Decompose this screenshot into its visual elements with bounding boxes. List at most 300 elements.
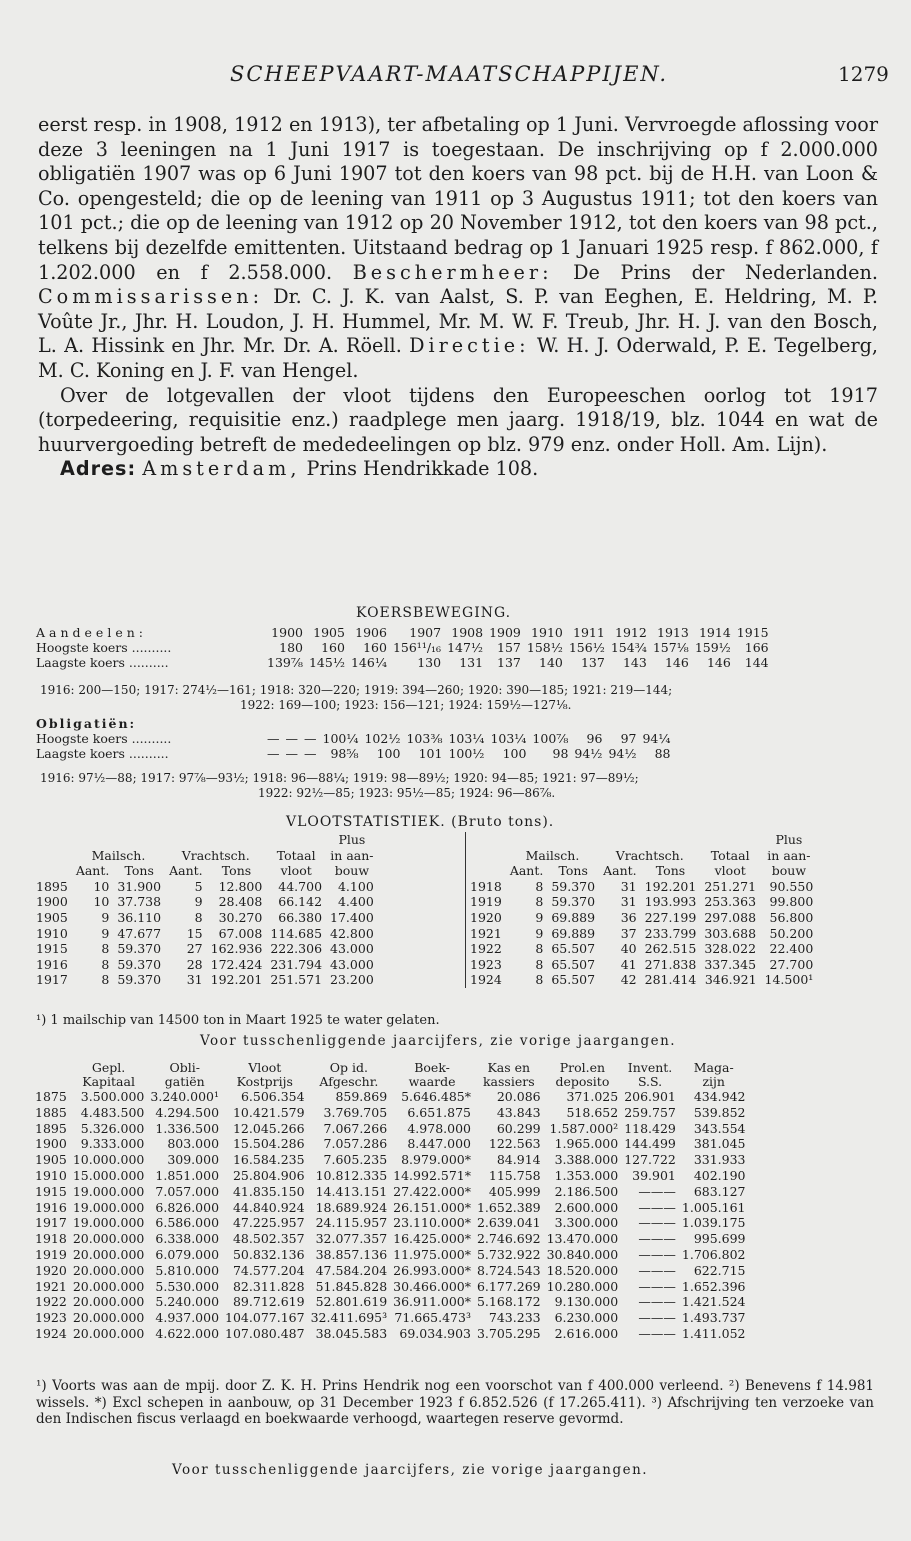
vloot-cell: 222.306 xyxy=(270,941,323,957)
commissarissen-text: Dr. C. J. K. van Aalst, S. P. van Eeghen, E. Heldring, M. P. Voûte Jr., Jhr. H. Loudon, J. H. Hummel, Mr. M. W. F. Treub, Jhr. H. J. van den Bosch, L. A. Hissink en Jhr. Mr. Dr. A. Röell. xyxy=(38,285,878,358)
fin-cell: 48.502.357 xyxy=(232,1231,305,1247)
fin-cell: 50.832.136 xyxy=(232,1246,305,1262)
fin-cell: 30.840.000 xyxy=(546,1246,619,1262)
cell: 103¼ xyxy=(448,731,485,746)
fin-cell: 14.413.151 xyxy=(315,1183,388,1199)
note-mid: Voor tusschenliggende jaarcijfers, zie vorige jaargangen. xyxy=(200,1033,677,1049)
vloot-cell: 59.370 xyxy=(551,878,596,894)
fin-cell: 8.447.000 xyxy=(407,1136,471,1152)
fin-cell: 5.732.922 xyxy=(476,1246,541,1262)
fin-cell: 7.057.286 xyxy=(323,1136,388,1152)
fin-cell: 18.520.000 xyxy=(546,1262,619,1278)
fin-row xyxy=(32,1105,749,1121)
fin-cell: 12.045.266 xyxy=(232,1120,305,1136)
fin-cell: 9.130.000 xyxy=(554,1294,619,1310)
fin-cell: 6.230.000 xyxy=(554,1310,619,1326)
fin-cell: 11.975.000* xyxy=(393,1246,471,1262)
vloot-cell: 1918 xyxy=(470,878,502,894)
fin-cell: 20.000.000 xyxy=(72,1231,145,1247)
vloot-cell: 4.100 xyxy=(337,878,374,894)
vloot-cell: 50.200 xyxy=(769,925,814,941)
commissarissen-label: Commissarissen: xyxy=(38,285,264,309)
cell: 140 xyxy=(539,655,563,670)
fin-cell: 6.338.000 xyxy=(155,1231,220,1247)
fin-row xyxy=(32,1247,749,1263)
vloot-cell: 162.936 xyxy=(210,941,263,957)
vloot-cell: 67.008 xyxy=(218,925,263,941)
fin-header: Afgeschr. xyxy=(319,1074,379,1089)
fin-cell: ——— xyxy=(638,1215,676,1231)
vloot-row xyxy=(466,910,818,926)
fin-header: waarde xyxy=(408,1074,456,1089)
koers-range-line-2: 1922: 169—100; 1923: 156—121; 1924: 159½—127⅛. xyxy=(240,698,572,712)
vloot-cell: 8 xyxy=(535,878,544,894)
vloot-cell: 65.507 xyxy=(551,972,596,988)
vloot-row xyxy=(32,957,378,973)
vloot-cell: 65.507 xyxy=(551,941,596,957)
fin-cell: ——— xyxy=(638,1278,676,1294)
fin-header: gatiën xyxy=(164,1074,205,1089)
cell: 137 xyxy=(580,655,605,670)
fin-cell: 402.190 xyxy=(693,1167,746,1183)
fin-cell: 1916 xyxy=(35,1199,67,1215)
fin-cell: 74.577.204 xyxy=(232,1262,305,1278)
vloot-cell: 172.424 xyxy=(210,956,263,972)
vloot-cell: 40 xyxy=(620,941,637,957)
fin-cell: ——— xyxy=(638,1262,676,1278)
beschermheer-label: Beschermheer: xyxy=(352,260,553,284)
vloot-cell: 8 xyxy=(535,956,544,972)
vloot-cell: 17.400 xyxy=(330,909,374,925)
vloot-cell: 5 xyxy=(194,878,203,894)
vloot-cell: 41 xyxy=(620,956,637,972)
vloot-cell: 328.022 xyxy=(704,941,757,957)
cell: 1914 xyxy=(698,625,731,640)
fin-cell: 7.605.235 xyxy=(323,1152,388,1168)
fin-cell: 7.057.000 xyxy=(155,1183,220,1199)
vloot-cell: 8 xyxy=(535,972,544,988)
fin-cell: 1921 xyxy=(35,1278,67,1294)
fin-cell: 3.769.705 xyxy=(323,1104,388,1120)
vloot-row xyxy=(466,879,818,895)
fin-cell: ——— xyxy=(638,1246,676,1262)
row-label: Hoogste koers .......... xyxy=(36,731,172,746)
fin-cell: 6.177.269 xyxy=(476,1278,541,1294)
fin-cell: 104.077.167 xyxy=(225,1310,305,1326)
vloot-cell: 192.201 xyxy=(210,972,263,988)
vloot-cell: 22.400 xyxy=(769,941,814,957)
fin-cell: 343.554 xyxy=(693,1120,746,1136)
vloot-cell: 66.380 xyxy=(278,909,323,925)
cell: 158½ xyxy=(526,640,563,655)
cell: 102½ xyxy=(364,731,401,746)
fin-row xyxy=(32,1184,749,1200)
vloot-cell: 27 xyxy=(186,941,203,957)
fin-cell: 5.646.485* xyxy=(401,1089,471,1104)
fin-cell: 4.294.500 xyxy=(155,1104,220,1120)
fin-header: zijn xyxy=(702,1074,725,1089)
vloot-cell: 65.507 xyxy=(551,956,596,972)
fin-row xyxy=(32,1152,749,1168)
vloot-cell: 1922 xyxy=(470,941,502,957)
vloot-cell: 1917 xyxy=(36,972,68,988)
fin-row xyxy=(32,1121,749,1137)
vloot-cell: 28 xyxy=(186,956,203,972)
vloot-cell: 15 xyxy=(186,925,203,941)
cell: 159½ xyxy=(694,640,731,655)
vloot-cell: 42.800 xyxy=(330,925,374,941)
fin-cell: 47.225.957 xyxy=(232,1215,305,1231)
cell: 156½ xyxy=(568,640,605,655)
vloot-title: VLOOTSTATISTIEK. (Bruto tons). xyxy=(286,814,555,830)
paragraph-loans xyxy=(38,113,878,384)
fin-cell: 43.843 xyxy=(496,1104,541,1120)
vloot-cell: 8 xyxy=(101,956,110,972)
fin-cell: 44.840.924 xyxy=(232,1199,305,1215)
fin-cell: 71.665.473³ xyxy=(394,1310,471,1326)
fin-cell: 16.584.235 xyxy=(232,1152,305,1168)
fin-row xyxy=(32,1215,749,1231)
vloot-row xyxy=(466,926,818,942)
fin-cell: 1.706.802 xyxy=(681,1246,746,1262)
fin-cell: 995.699 xyxy=(693,1231,746,1247)
cell: 139⅞ xyxy=(267,655,303,670)
vloot-row xyxy=(466,894,818,910)
note-bottom: Voor tusschenliggende jaarcijfers, zie vorige jaargangen. xyxy=(172,1462,649,1478)
fin-cell: 20.000.000 xyxy=(72,1278,145,1294)
cell: 88 xyxy=(654,746,671,761)
fin-cell: 2.639.041 xyxy=(476,1215,541,1231)
fin-header: Invent. xyxy=(627,1060,673,1075)
fin-cell: 32.411.695³ xyxy=(310,1310,388,1326)
vloot-cell: 31 xyxy=(186,972,203,988)
fin-cell: 4.483.500 xyxy=(80,1104,145,1120)
fin-row xyxy=(32,1310,749,1326)
fin-cell: 15.504.286 xyxy=(232,1136,305,1152)
fin-cell: 3.240.000¹ xyxy=(150,1089,220,1104)
fin-cell: 10.812.335 xyxy=(315,1167,388,1183)
vloot-cell: 44.700 xyxy=(278,878,323,894)
vloot-cell: 10 xyxy=(93,878,110,894)
cell: 96 xyxy=(586,731,603,746)
fin-cell: 1875 xyxy=(35,1089,67,1104)
fin-cell: 23.110.000* xyxy=(393,1215,471,1231)
row-label: Laagste koers .......... xyxy=(36,746,169,761)
fin-cell: 2.616.000 xyxy=(554,1325,619,1341)
vloot-cell: 43.000 xyxy=(330,941,374,957)
cell: 1908 xyxy=(451,625,484,640)
vloot-cell: 69.889 xyxy=(551,909,596,925)
vloot-cell: 90.550 xyxy=(769,878,814,894)
vloot-cell: 28.408 xyxy=(218,894,263,910)
fin-cell: 89.712.619 xyxy=(232,1294,305,1310)
directie-text: W. H. J. Oderwald, P. E. Tegelberg, M. C. Koning en J. F. van Hengel. xyxy=(38,334,878,382)
fin-cell: 13.470.000 xyxy=(546,1231,619,1247)
h-mailsch: Mailsch. xyxy=(525,847,580,863)
obligatien-label: Obligatiën: xyxy=(36,716,137,731)
fin-row xyxy=(32,1294,749,1310)
fin-cell: 47.584.204 xyxy=(315,1262,388,1278)
cell: 145½ xyxy=(308,655,345,670)
fin-cell: 4.978.000 xyxy=(407,1120,471,1136)
beschermheer-text: De Prins der Nederlanden. xyxy=(573,260,878,284)
cell: 154¾ xyxy=(610,640,647,655)
cell: 144 xyxy=(744,655,769,670)
vloot-cell: 37.738 xyxy=(117,894,162,910)
koersbeweging-title: KOERSBEWEGING. xyxy=(356,605,512,621)
fin-cell: 1.353.000 xyxy=(554,1167,619,1183)
fin-cell: 1.652.389 xyxy=(476,1199,541,1215)
fin-cell: 5.168.172 xyxy=(476,1294,541,1310)
fin-cell: 84.914 xyxy=(496,1152,541,1168)
fin-cell: 8.979.000* xyxy=(401,1152,471,1168)
fin-cell: 7.067.266 xyxy=(323,1120,388,1136)
vloot-cell: 9 xyxy=(101,909,110,925)
fin-cell: 8.724.543 xyxy=(476,1262,541,1278)
fin-row xyxy=(32,1089,749,1105)
vloot-row xyxy=(32,972,378,988)
vloot-cell: 253.363 xyxy=(704,894,757,910)
obl-range-line-2: 1922: 92½—85; 1923: 95½—85; 1924: 96—86⅞. xyxy=(258,786,556,800)
fin-cell: 3.500.000 xyxy=(80,1089,145,1104)
vloot-cell: 9 xyxy=(101,925,110,941)
cell: 1912 xyxy=(615,625,647,640)
vloot-cell: 1915 xyxy=(36,941,68,957)
vloot-footnote: ¹) 1 mailschip van 14500 ton in Maart 1925 te water gelaten. xyxy=(36,1013,440,1028)
fin-cell: 1900 xyxy=(35,1136,67,1152)
fin-cell: 26.993.000* xyxy=(393,1262,471,1278)
fin-cell: 331.933 xyxy=(693,1152,746,1168)
cell: 1900 xyxy=(271,625,303,640)
fin-cell: 405.999 xyxy=(488,1183,541,1199)
fin-cell: 107.080.487 xyxy=(225,1325,305,1341)
cell: 1907 xyxy=(409,625,442,640)
cell: 130 xyxy=(417,655,442,670)
fin-cell: 434.942 xyxy=(693,1089,746,1104)
vloot-cell: 31 xyxy=(620,878,637,894)
fin-cell: 118.429 xyxy=(624,1120,676,1136)
vloot-table-left xyxy=(32,832,378,988)
fin-header: Boek- xyxy=(414,1060,450,1075)
koers-range-line-1: 1916: 200—150; 1917: 274½—161; 1918: 320—220; 1919: 394—260; 1920: 390—185; 1921: 219—144; xyxy=(40,683,673,697)
fin-cell: ——— xyxy=(638,1294,676,1310)
cell: 1911 xyxy=(573,625,605,640)
fin-header: deposito xyxy=(555,1074,610,1089)
fin-cell: 2.600.000 xyxy=(554,1199,619,1215)
vloot-cell: 8 xyxy=(194,909,203,925)
fin-cell: 539.852 xyxy=(693,1104,746,1120)
vloot-cell: 193.993 xyxy=(644,894,697,910)
vloot-cell: 1910 xyxy=(36,925,68,941)
cell: — xyxy=(285,746,298,761)
vloot-cell: 66.142 xyxy=(278,894,323,910)
obl-range-line-1: 1916: 97½—88; 1917: 97⅞—93½; 1918: 96—88¼; 1919: 98—89½; 1920: 94—85; 1921: 97—89½; xyxy=(40,771,639,785)
cell: 166 xyxy=(744,640,769,655)
fin-cell: 20.000.000 xyxy=(72,1246,145,1262)
fin-header: Gepl. xyxy=(91,1060,126,1075)
fin-cell: ——— xyxy=(638,1325,676,1341)
vloot-cell: 31.900 xyxy=(117,878,162,894)
fin-cell: 122.563 xyxy=(488,1136,541,1152)
fin-cell: 52.801.619 xyxy=(315,1294,388,1310)
fin-cell: 60.299 xyxy=(496,1120,541,1136)
cell: 1915 xyxy=(736,625,769,640)
fin-cell: 206.901 xyxy=(624,1089,676,1104)
h-mailsch: Mailsch. xyxy=(91,847,146,863)
fin-row xyxy=(32,1168,749,1184)
fin-row xyxy=(32,1263,749,1279)
fin-cell: 1.411.052 xyxy=(681,1325,746,1341)
vloot-cell: 1921 xyxy=(470,925,502,941)
vloot-cell: 281.414 xyxy=(644,972,697,988)
cell: — xyxy=(304,746,317,761)
fin-cell: 1.336.500 xyxy=(155,1120,220,1136)
vloot-cell: 303.688 xyxy=(704,925,757,941)
cell: 94¼ xyxy=(642,731,671,746)
running-title: SCHEEPVAART-MAATSCHAPPIJEN. xyxy=(230,62,669,86)
fin-cell: 5.810.000 xyxy=(155,1262,220,1278)
footnotes xyxy=(36,1378,874,1428)
fin-cell: 69.034.903 xyxy=(399,1325,471,1341)
fin-cell: 1923 xyxy=(35,1310,67,1326)
vloot-cell: 337.345 xyxy=(704,956,757,972)
fin-cell: 10.280.000 xyxy=(546,1278,619,1294)
laagste-row xyxy=(36,655,769,670)
h-tons: Tons xyxy=(221,863,252,879)
adres-label: Adres: xyxy=(60,457,137,481)
fin-cell: 10.000.000 xyxy=(72,1152,145,1168)
fin-header: Kostprijs xyxy=(236,1074,293,1089)
cell: 97 xyxy=(620,731,637,746)
fin-row xyxy=(32,1279,749,1295)
fin-cell: 1918 xyxy=(35,1231,67,1247)
cell: 157 xyxy=(497,640,521,655)
vloot-row xyxy=(32,910,378,926)
fin-header: Prol.en xyxy=(559,1060,606,1075)
cell: 157⅛ xyxy=(652,640,689,655)
vloot-cell: 1924 xyxy=(470,972,502,988)
vloot-cell: 47.677 xyxy=(117,925,162,941)
fin-cell: 381.045 xyxy=(693,1136,746,1152)
fin-cell: 1.005.161 xyxy=(681,1199,746,1215)
years-row xyxy=(36,625,769,640)
fin-cell: 1915 xyxy=(35,1183,67,1199)
cell: 101 xyxy=(418,746,443,761)
fin-cell: 115.758 xyxy=(488,1167,541,1183)
vloot-cell: 10 xyxy=(93,894,110,910)
fin-cell: 19.000.000 xyxy=(72,1183,145,1199)
obligatien-table xyxy=(36,716,671,761)
vloot-cell: 9 xyxy=(194,894,203,910)
vloot-cell: 297.088 xyxy=(704,909,757,925)
h-tons: Tons xyxy=(124,863,154,879)
cell: 94½ xyxy=(574,746,603,761)
cell: 98⅝ xyxy=(330,746,359,761)
fin-cell: 1905 xyxy=(35,1152,67,1168)
fin-cell: 4.622.000 xyxy=(155,1325,220,1341)
vloot-cell: 37 xyxy=(620,925,637,941)
fin-cell: 19.000.000 xyxy=(72,1199,145,1215)
row-label: Laagste koers .......... xyxy=(36,655,169,670)
fin-cell: 5.326.000 xyxy=(80,1120,145,1136)
fin-cell: 32.077.357 xyxy=(315,1231,388,1247)
cell: 146 xyxy=(706,655,731,670)
h-aant: Aant. xyxy=(603,863,637,879)
vloot-row xyxy=(32,894,378,910)
h-tons: Tons xyxy=(558,863,588,879)
cell: 100¼ xyxy=(322,731,359,746)
vloot-cell: 36 xyxy=(620,909,637,925)
vloot-cell: 99.800 xyxy=(769,894,814,910)
cell: 100 xyxy=(376,746,401,761)
vloot-cell: 12.800 xyxy=(218,878,263,894)
vloot-cell: 59.370 xyxy=(117,972,162,988)
fin-cell: 1.587.000² xyxy=(549,1120,619,1136)
fin-row xyxy=(32,1136,749,1152)
vloot-cell: 251.571 xyxy=(270,972,323,988)
fin-cell: 2.186.500 xyxy=(554,1183,619,1199)
fin-cell: ——— xyxy=(638,1183,676,1199)
fin-cell: 3.388.000 xyxy=(554,1152,619,1168)
cell: 1913 xyxy=(657,625,689,640)
footnote-text: ¹) Voorts was aan de mpij. door Z. K. H. Prins Hendrik nog een voorschot van f 400.000 verleend. ²) Benevens f 14.981 wissels. *) Excl schepen in aanbouw, op 31 December 1923 f 6.852.526 (f 17.265.411). ³) Afschrijving ten verzoeke van den Indischen fiscus verlaagd en boekwaarde verhoogd, waartegen reserve gevormd. xyxy=(36,1378,874,1427)
fin-cell: 16.425.000* xyxy=(393,1231,471,1247)
fin-cell: 3.300.000 xyxy=(554,1215,619,1231)
financial-table xyxy=(32,1061,749,1342)
fin-cell: 1922 xyxy=(35,1294,67,1310)
vloot-cell: 8 xyxy=(535,894,544,910)
cell: 1909 xyxy=(489,625,521,640)
fin-cell: 82.311.828 xyxy=(232,1278,305,1294)
vloot-cell: 233.799 xyxy=(644,925,697,941)
vloot-cell: 1916 xyxy=(36,956,68,972)
koers-table xyxy=(36,625,769,670)
vloot-cell: 59.370 xyxy=(117,956,162,972)
fin-header: Op id. xyxy=(329,1060,368,1075)
cell: — xyxy=(267,746,280,761)
cell: — xyxy=(304,731,317,746)
vloot-cell: 1919 xyxy=(470,894,502,910)
vloot-cell: 114.685 xyxy=(270,925,323,941)
fin-cell: 5.530.000 xyxy=(155,1278,220,1294)
body-text xyxy=(38,113,878,482)
adres-street: Prins Hendrikkade 108. xyxy=(306,457,539,481)
fin-cell: 6.586.000 xyxy=(155,1215,220,1231)
vloot-row xyxy=(466,972,818,988)
h-aant: Aant. xyxy=(509,863,544,879)
vloot-cell: 231.794 xyxy=(270,956,323,972)
h-inaan: in aan- xyxy=(330,847,374,863)
fin-cell: 15.000.000 xyxy=(72,1167,145,1183)
h-inaan: in aan- xyxy=(767,847,811,863)
vloot-row xyxy=(32,879,378,895)
fin-cell: 1920 xyxy=(35,1262,67,1278)
vloot-cell: 31 xyxy=(620,894,637,910)
vloot-row xyxy=(466,957,818,973)
h-vloot: vloot xyxy=(714,863,746,879)
fin-cell: 1.039.175 xyxy=(681,1215,746,1231)
vloot-cell: 1900 xyxy=(36,894,68,910)
cell: 94½ xyxy=(608,746,637,761)
fin-cell: 1885 xyxy=(35,1104,67,1120)
fin-row xyxy=(32,1326,749,1342)
fin-cell: 1924 xyxy=(35,1325,67,1341)
h-totaal: Totaal xyxy=(710,847,750,863)
fin-row xyxy=(32,1200,749,1216)
vloot-row xyxy=(32,941,378,957)
vloot-cell: 9 xyxy=(535,909,544,925)
fin-cell: 5.240.000 xyxy=(155,1294,220,1310)
